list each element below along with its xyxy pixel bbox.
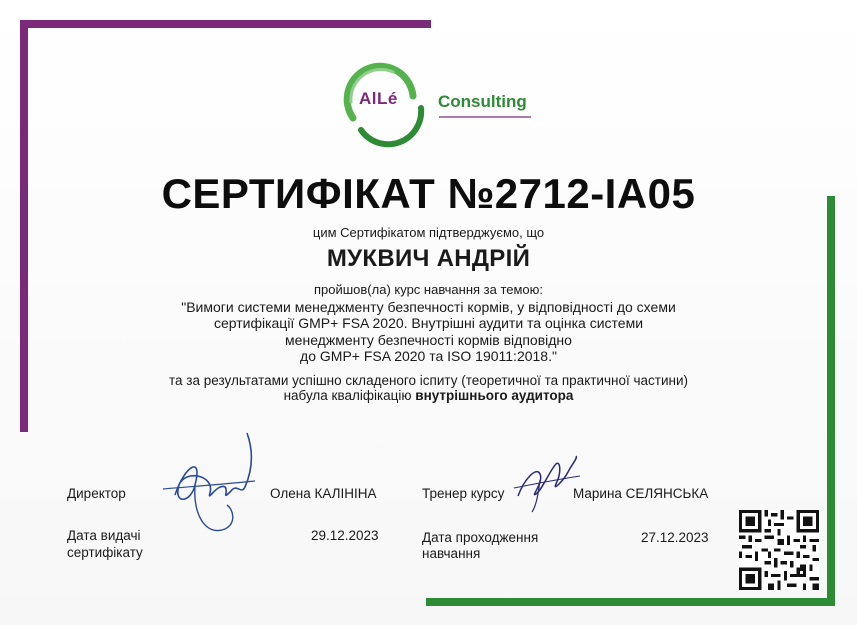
qr-code-icon[interactable]	[739, 510, 819, 590]
topic-line: "Вимоги системи менеджменту безпечності кормів, у відповідності до схеми	[181, 299, 676, 315]
training-date-label-1: Дата проходження	[422, 530, 539, 545]
logo-consulting: Consulting	[438, 92, 527, 111]
result-line-2	[0, 388, 857, 403]
recipient-name: МУКВИЧ АНДРІЙ	[326, 245, 531, 272]
logo-brand: AlLé	[359, 89, 398, 108]
director-name: Олена КАЛІНІНА	[270, 486, 377, 501]
issue-date: 29.12.2023	[311, 528, 379, 543]
training-date-label-2: навчання	[422, 546, 481, 561]
topic-line: менеджменту безпечності кормів відповідно	[285, 331, 572, 348]
green-frame-bottom	[426, 598, 835, 606]
topic-line: сертифікації GMP+ FSA 2020. Внутрішні аудити та оцінка системи	[213, 315, 644, 332]
topic-line: до GMP+ FSA 2020 та ISO 19011:2018."	[300, 347, 557, 364]
purple-frame-top	[20, 20, 431, 28]
confirm-text: цим Сертифікатом підтверджуємо, що	[312, 225, 545, 240]
trainer-label: Тренер курсу	[422, 486, 505, 501]
issue-date-label-2: сертифікату	[67, 545, 143, 560]
course-intro: пройшов(ла) курс навчання за темою:	[313, 282, 544, 297]
certificate-title: СЕРТИФІКАТ №2712-IA05	[161, 170, 696, 217]
training-date: 27.12.2023	[641, 530, 709, 545]
qualification: внутрішнього аудитора	[415, 388, 574, 403]
issue-date-label-1: Дата видачі	[67, 528, 141, 543]
result-line-1: та за результатами успішно складеного іспиту (теоретичної та практичної частини)	[169, 373, 688, 388]
director-label: Директор	[67, 486, 126, 501]
trainer-signature-icon	[510, 450, 585, 520]
director-signature-icon	[155, 425, 270, 540]
trainer-name: Марина СЕЛЯНСЬКА	[573, 486, 709, 501]
course-topic	[0, 299, 857, 364]
result-prefix: набула кваліфікацію	[283, 388, 416, 403]
